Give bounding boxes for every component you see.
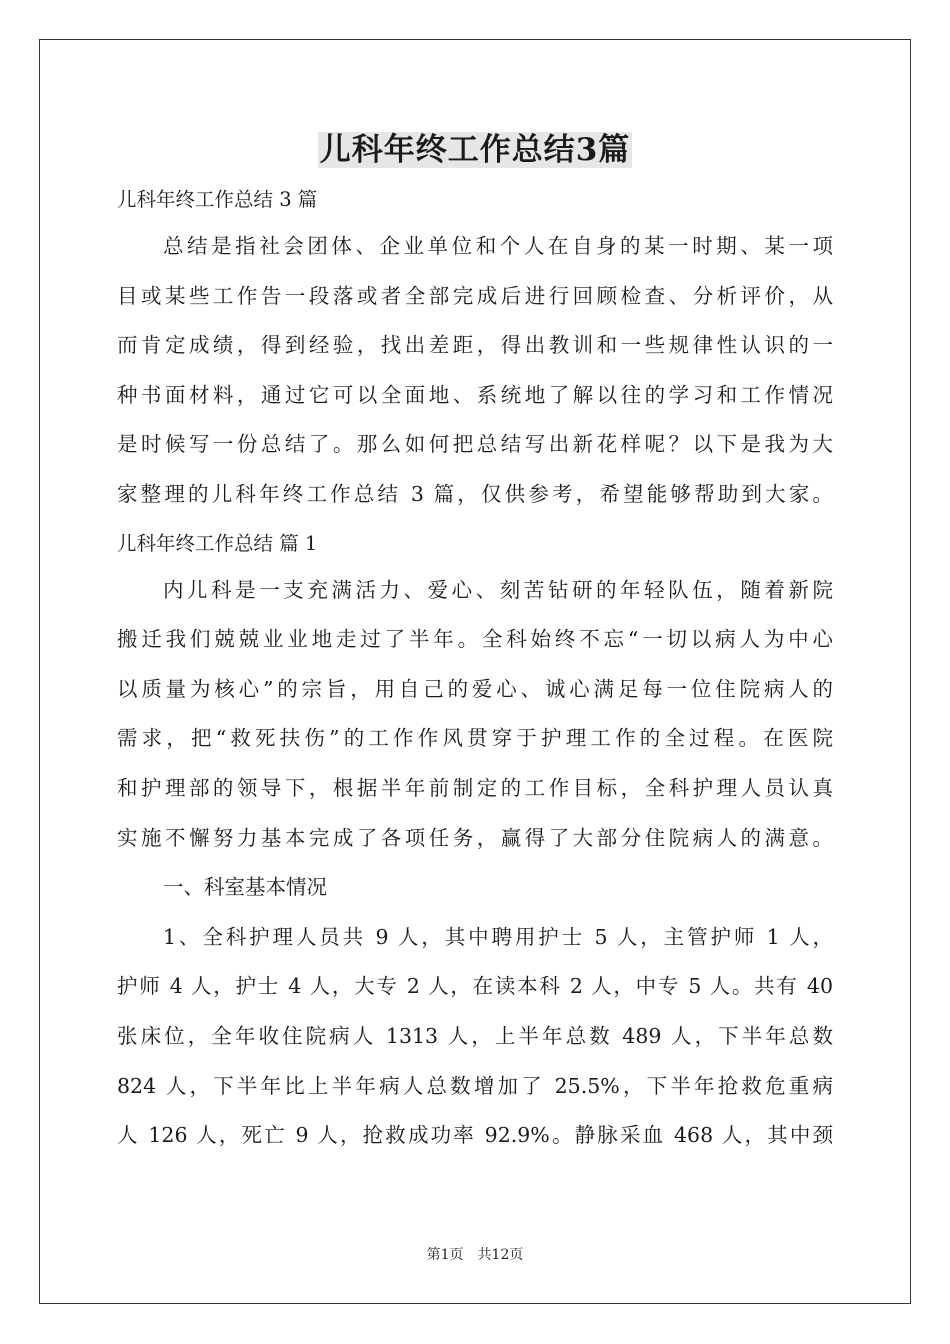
document-title bbox=[0, 128, 950, 172]
text-line: 家整理的儿科年终工作总结 3 篇，仅供参考，希望能够帮助到大家。 bbox=[117, 481, 833, 506]
document-body bbox=[117, 180, 833, 1165]
text-line: 搬迁我们兢兢业业地走过了半年。全科始终不忘“一切以病人为中心 bbox=[117, 627, 833, 652]
text-line: 张床位，全年收住院病人 1313 人，上半年总数 489 人，下半年总数 bbox=[117, 1023, 833, 1048]
text-line: 需求，把“救死扶伤”的工作作风贯穿于护理工作的全过程。在医院 bbox=[117, 726, 833, 751]
text-line: 护师 4 人，护士 4 人，大专 2 人，在读本科 2 人，中专 5 人。共有 40 bbox=[117, 974, 833, 999]
page-total: 共12页 bbox=[477, 1247, 524, 1263]
text-line: 而肯定成绩，得到经验，找出差距，得出教训和一些规律性认识的一 bbox=[117, 333, 833, 358]
text-line: 目或某些工作告一段落或者全部完成后进行回顾检查、分析评价，从 bbox=[117, 283, 833, 308]
page-number: 第1页 bbox=[426, 1247, 464, 1263]
text-line: 824 人，下半年比上半年病人总数增加了 25.5%，下半年抢救危重病 bbox=[117, 1073, 833, 1098]
subsection-heading: 一、科室基本情况 bbox=[163, 875, 327, 900]
section-heading: 儿科年终工作总结 篇 1 bbox=[117, 531, 318, 555]
text-line: 总结是指社会团体、企业单位和个人在自身的某一时期、某一项 bbox=[163, 234, 833, 258]
text-line: 1、全科护理人员共 9 人，其中聘用护士 5 人，主管护师 1 人， bbox=[163, 924, 833, 949]
subtitle-line: 儿科年终工作总结 3 篇 bbox=[117, 188, 318, 211]
page-footer bbox=[0, 1244, 950, 1264]
text-line: 以质量为核心”的宗旨，用自己的爱心、诚心满足每一位住院病人的 bbox=[117, 676, 833, 701]
text-line: 内儿科是一支充满活力、爱心、刻苦钻研的年轻队伍，随着新院 bbox=[163, 577, 833, 602]
text-line: 种书面材料，通过它可以全面地、系统地了解以往的学习和工作情况 bbox=[117, 382, 833, 407]
text-line: 人 126 人，死亡 9 人，抢救成功率 92.9%。静脉采血 468 人，其中颈 bbox=[117, 1123, 833, 1148]
text-line: 实施不懈努力基本完成了各项任务，赢得了大部分住院病人的满意。 bbox=[117, 825, 833, 850]
text-line: 是时候写一份总结了。那么如何把总结写出新花样呢？以下是我为大 bbox=[117, 432, 833, 457]
text-line: 和护理部的领导下，根据半年前制定的工作目标，全科护理人员认真 bbox=[117, 775, 833, 800]
document-title-text: 儿科年终工作总结3篇 bbox=[319, 132, 631, 168]
